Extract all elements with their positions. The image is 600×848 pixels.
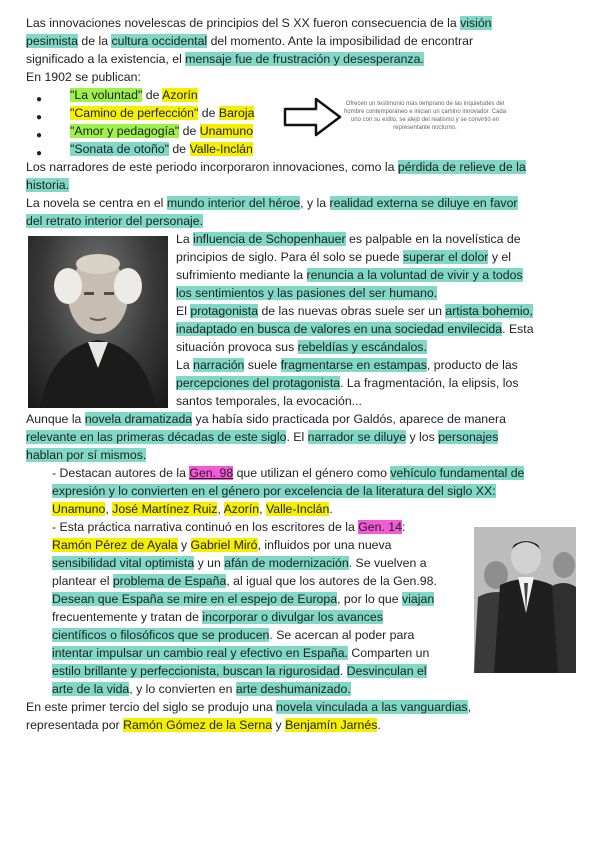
text-run: y el (488, 250, 511, 264)
text-line (26, 410, 506, 428)
text-run: frecuentemente y tratan de (52, 610, 203, 624)
highlighted-text: protagonista (190, 304, 259, 318)
highlighted-text: hablan por sí mismos. (26, 448, 147, 462)
bullet-3: ● (36, 130, 43, 141)
bullet-4: ● (36, 148, 43, 159)
highlighted-text: personajes (438, 430, 499, 444)
bullet-2: ● (36, 112, 43, 123)
text-line (176, 248, 511, 266)
highlighted-text: percepciones del protagonista (176, 376, 341, 390)
text-line (176, 338, 427, 356)
text-run: La (176, 358, 194, 372)
highlighted-text: Desean que España se mire en el espejo de Europa (52, 592, 338, 606)
text-run: . (339, 664, 347, 678)
highlighted-text: historia. (26, 178, 70, 192)
text-run: suele (244, 358, 281, 372)
highlighted-text: mundo interior del héroe (166, 196, 301, 210)
text-line (26, 50, 424, 68)
highlighted-text: expresión y lo convierten en el género por excelencia de la literatura del siglo XX: (52, 484, 496, 498)
highlighted-text: Azorín (223, 502, 260, 516)
text-line (52, 482, 496, 500)
text-line (26, 428, 498, 446)
highlighted-text: intentar impulsar un cambio real y efectivo en España. (52, 646, 348, 660)
highlighted-text: cultura occidental (111, 34, 208, 48)
highlighted-text: "Amor y pedagogía" (70, 124, 180, 138)
text-run: , por lo que (337, 592, 403, 606)
highlighted-text: narración (193, 358, 245, 372)
highlighted-text: Valle-Inclán (189, 142, 253, 156)
text-run: , (217, 502, 224, 516)
text-line (52, 662, 427, 680)
text-line (176, 302, 533, 320)
text-run: y los (406, 430, 439, 444)
highlighted-text: pérdida de relieve de la (397, 160, 526, 174)
text-run: . (377, 718, 381, 732)
text-run: , y lo convierten en (129, 682, 236, 696)
highlighted-text: estilo brillante y perfeccionista, buscan la rigurosidad (52, 664, 340, 678)
text-line (52, 608, 383, 626)
highlighted-text: superar el dolor (402, 250, 489, 264)
highlighted-text: "La voluntad" (70, 88, 143, 102)
text-line (52, 680, 351, 698)
text-run: La (176, 232, 194, 246)
text-run: - Destacan autores de la (52, 466, 190, 480)
text-line (52, 536, 392, 554)
text-run: ya había sido practicada por Galdós, aparece de manera (192, 412, 506, 426)
text-run: , producto de las (426, 358, 518, 372)
highlighted-text: arte deshumanizado. (235, 682, 351, 696)
text-run: . El (286, 430, 308, 444)
text-line (26, 32, 473, 50)
highlighted-text: vehículo fundamental de (390, 466, 525, 480)
highlighted-text: Azorín (162, 88, 198, 102)
highlighted-text: Desvinculan el (346, 664, 427, 678)
schopenhauer-portrait (28, 236, 168, 408)
highlighted-text: problema de España (112, 574, 227, 588)
text-line (176, 284, 437, 302)
text-run: de (179, 124, 200, 138)
text-line (176, 392, 362, 410)
highlighted-text: novela dramatizada (84, 412, 193, 426)
highlighted-text: del retrato interior del personaje. (26, 214, 204, 228)
text-run: : (401, 520, 406, 534)
highlighted-text: realidad externa se diluye en favor (329, 196, 518, 210)
highlighted-text: artista bohemio, (445, 304, 533, 318)
text-run: En este primer tercio del siglo se produjo una (26, 700, 277, 714)
highlighted-text: rebeldías y escándalos. (297, 340, 427, 354)
highlighted-text: sensibilidad vital optimista (52, 556, 195, 570)
text-line (26, 716, 381, 734)
text-line (26, 14, 492, 32)
text-run: significado a la existencia, el (26, 52, 186, 66)
text-run: , al igual que los autores de la Gen.98. (226, 574, 437, 588)
text-run: de (169, 142, 190, 156)
highlighted-text: Benjamín Jarnés (285, 718, 378, 732)
text-line (52, 518, 405, 536)
highlighted-text: Gen. 98 (189, 466, 234, 480)
text-line (70, 104, 254, 122)
text-run: sufrimiento mediante la (176, 268, 307, 282)
text-run: y (177, 538, 191, 552)
highlighted-text: afán de modernización (224, 556, 349, 570)
text-line (26, 212, 203, 230)
highlighted-text: arte de la vida (52, 682, 130, 696)
text-line (52, 626, 414, 644)
text-line (52, 572, 437, 590)
text-line (176, 266, 523, 284)
text-run: de las nuevas obras suele ser un (258, 304, 446, 318)
highlighted-text: "Sonata de otoño" (70, 142, 169, 156)
text-line (26, 194, 518, 212)
highlighted-text: Ramón Pérez de Ayala (52, 538, 178, 552)
text-line (52, 590, 434, 608)
highlighted-text: influencia de Schopenhauer (193, 232, 346, 246)
text-line (26, 68, 141, 86)
text-run: principios de siglo. Para él solo se puede (176, 250, 403, 264)
text-run: . Se acercan al poder para (269, 628, 415, 642)
text-run: de (198, 106, 219, 120)
highlighted-text: Baroja (218, 106, 255, 120)
highlighted-text: viajan (402, 592, 435, 606)
text-run: Comparten un (347, 646, 430, 660)
text-run: - Esta práctica narrativa continuó en los escritores de la (52, 520, 359, 534)
text-line (26, 176, 69, 194)
text-run: , (467, 700, 472, 714)
text-run: que utilizan el género como (233, 466, 391, 480)
text-run: La novela se centra en el (26, 196, 167, 210)
text-run: del momento. Ante la imposibilidad de encontrar (207, 34, 474, 48)
text-run: , (105, 502, 113, 516)
highlighted-text: Ramón Gómez de la Serna (123, 718, 273, 732)
highlighted-text: novela vinculada a las vanguardias (276, 700, 468, 714)
highlighted-text: renuncia a la voluntad de vivir y a todos (306, 268, 523, 282)
text-line (52, 464, 524, 482)
text-run: , influidos por una nueva (257, 538, 392, 552)
highlighted-text: los sentimientos y las pasiones del ser humano. (176, 286, 438, 300)
text-line (26, 446, 146, 464)
text-run: y un (194, 556, 225, 570)
text-line (176, 230, 521, 248)
highlighted-text: José Martínez Ruiz (112, 502, 218, 516)
text-run: y (272, 718, 286, 732)
highlighted-text: Valle-Inclán (265, 502, 330, 516)
highlighted-text: incorporar o divulgar los avances (202, 610, 383, 624)
text-line (70, 140, 253, 158)
text-run: . La fragmentación, la elipsis, los (340, 376, 519, 390)
text-run: , (259, 502, 266, 516)
text-run: es palpable en la novelística de (345, 232, 521, 246)
text-run: En 1902 se publican: (26, 70, 141, 84)
text-run: Aunque la (26, 412, 85, 426)
text-line (176, 320, 534, 338)
right-arrow-icon (282, 96, 344, 138)
text-run: santos temporales, la evocación... (176, 394, 362, 408)
highlighted-text: inadaptado en busca de valores en una sociedad envilecida (176, 322, 503, 336)
highlighted-text: mensaje fue de frustración y desesperanza. (185, 52, 424, 66)
text-line (52, 554, 427, 572)
text-run: . Se vuelven a (348, 556, 427, 570)
text-line (70, 86, 198, 104)
text-run: El (176, 304, 191, 318)
highlighted-text: narrador se diluye (307, 430, 407, 444)
text-line (26, 158, 526, 176)
highlighted-text: científicos o filosóficos que se producen (52, 628, 270, 642)
arrow-note: Ofrecen un testimonio más temprano de las inquietudes del hombre contemporáneo e inician un camino innovador. Cada uno con su estilo, se alejó del realismo y se convirtió en representante nocturno. (343, 101, 507, 131)
text-run: . Esta (502, 322, 534, 336)
highlighted-text: visión (460, 16, 492, 30)
highlighted-text: "Camino de perfección" (70, 106, 199, 120)
text-line (52, 644, 429, 662)
highlighted-text: Gabriel Miró (190, 538, 258, 552)
text-run: situación provoca sus (176, 340, 298, 354)
text-line (26, 698, 471, 716)
text-run: . (329, 502, 333, 516)
text-run: Los narradores de este periodo incorporaron innovaciones, como la (26, 160, 398, 174)
highlighted-text: relevante en las primeras décadas de este siglo (26, 430, 287, 444)
highlighted-text: Gen. 14 (358, 520, 402, 534)
text-run: , y la (300, 196, 330, 210)
text-line (176, 356, 518, 374)
portrait-figure (28, 236, 168, 408)
text-line (176, 374, 518, 392)
text-run: de la (77, 34, 112, 48)
text-run: de (142, 88, 163, 102)
highlighted-text: Unamuno (199, 124, 254, 138)
text-line (70, 122, 253, 140)
text-run: plantear el (52, 574, 113, 588)
bullet-1: ● (36, 94, 43, 105)
highlighted-text: fragmentarse en estampas (280, 358, 427, 372)
highlighted-text: pesimista (26, 34, 78, 48)
text-line (52, 500, 333, 518)
photo-figures (474, 527, 576, 673)
highlighted-text: Unamuno (52, 502, 106, 516)
text-run: Las innovaciones novelescas de principios del S XX fueron consecuencia de la (26, 16, 461, 30)
text-run: representada por (26, 718, 124, 732)
writer-photo (474, 527, 576, 673)
